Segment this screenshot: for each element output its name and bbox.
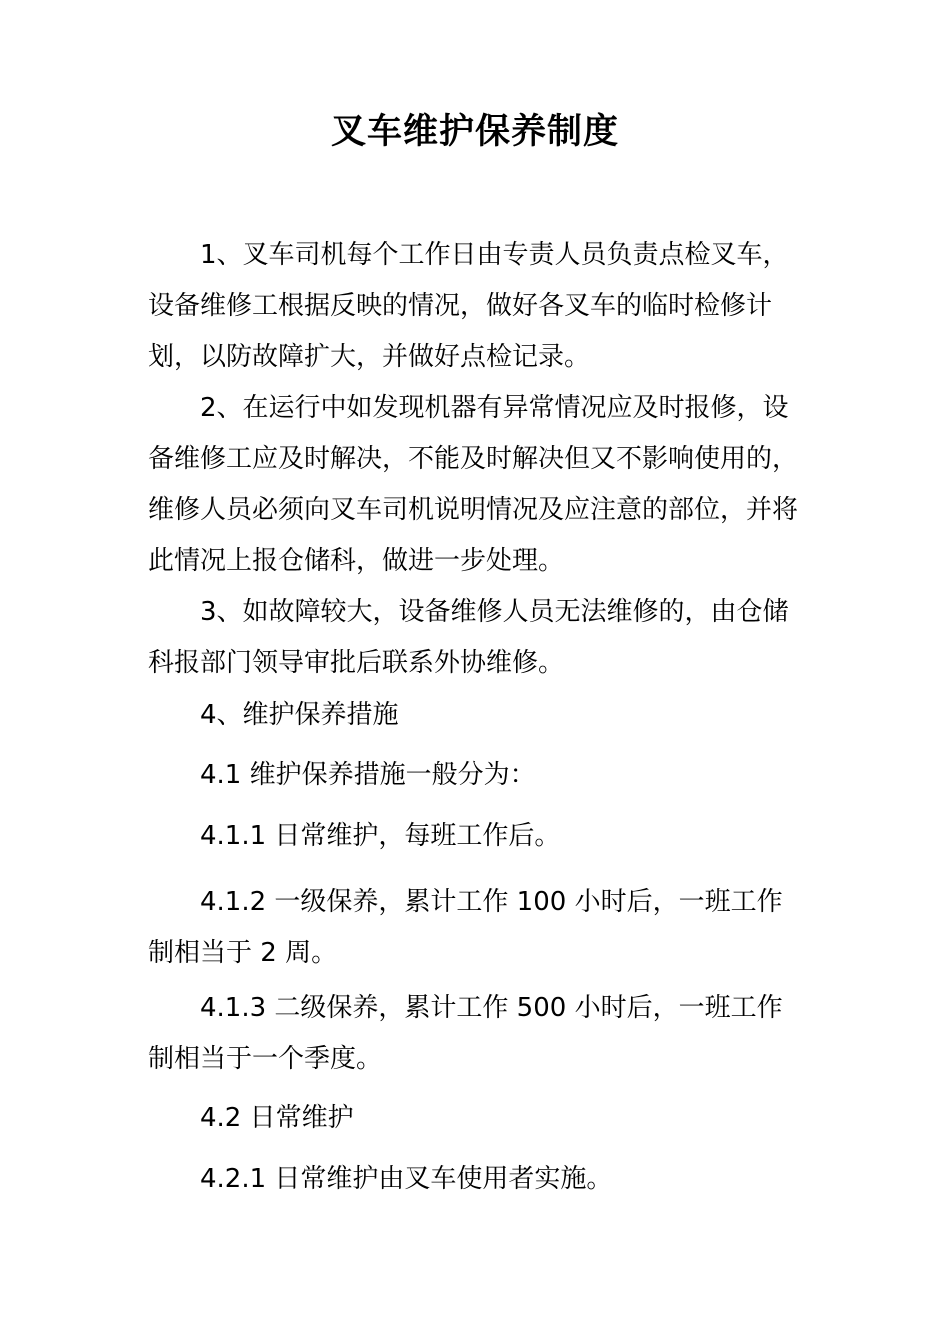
paragraph-2: 2、在运行中如发现机器有异常情况应及时报修，设备维修工应及时解决，不能及时解决但又不影响使用的，维修人员必须向叉车司机说明情况及应注意的部位，并将此情况上报仓储科，做进一步处理。 xyxy=(148,393,799,576)
paragraph-4: 4、维护保养措施 xyxy=(200,700,399,730)
paragraph-4-2-1: 4.2.1 日常维护由叉车使用者实施。 xyxy=(200,1164,613,1194)
paragraph-4-1-1: 4.1.1 日常维护，每班工作后。 xyxy=(200,821,561,851)
paragraph-4-1-2: 4.1.2 一级保养，累计工作 100 小时后，一班工作制相当于 2 周。 xyxy=(148,887,783,968)
document-title: 叉车维护保养制度 xyxy=(330,112,619,152)
paragraph-3: 3、如故障较大，设备维修人员无法维修的，由仓储科报部门领导审批后联系外协维修。 xyxy=(148,597,789,678)
paragraph-1: 1、叉车司机每个工作日由专责人员负责点检叉车，设备维修工根据反映的情况，做好各叉车的临时检修计划，以防故障扩大，并做好点检记录。 xyxy=(148,240,789,372)
paragraph-4-2: 4.2 日常维护 xyxy=(200,1103,354,1133)
paragraph-4-1: 4.1 维护保养措施一般分为： xyxy=(200,760,536,790)
paragraph-4-1-3: 4.1.3 二级保养，累计工作 500 小时后，一班工作制相当于一个季度。 xyxy=(148,993,783,1074)
